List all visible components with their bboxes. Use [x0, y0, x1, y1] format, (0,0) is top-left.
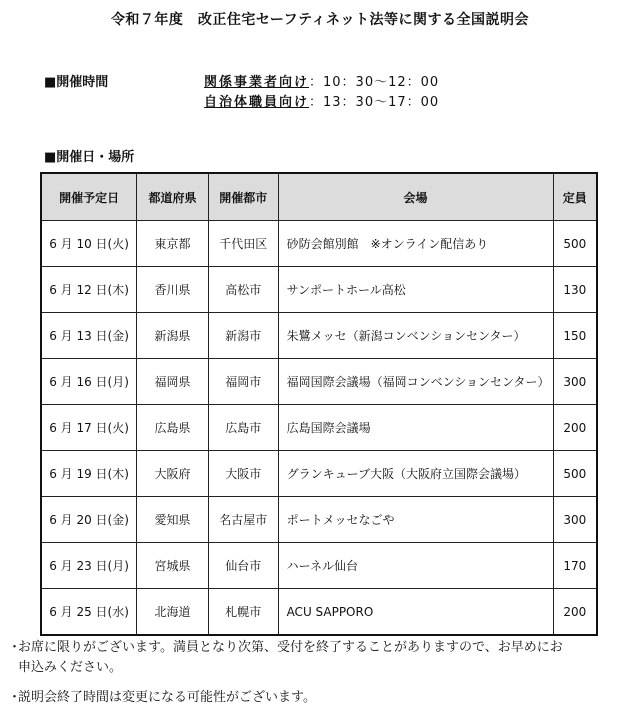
cell-venue: ACU SAPPORO — [278, 589, 553, 636]
cell-prefecture: 新潟県 — [137, 313, 209, 359]
cell-city: 仙台市 — [208, 543, 278, 589]
cell-date: 6 月 13 日(金) — [41, 313, 137, 359]
note-text-line1: お席に限りがございます。満員となり次第、受付を終了することがありますので、お早めにお — [18, 640, 563, 655]
table-row — [41, 359, 597, 405]
cell-city: 新潟市 — [208, 313, 278, 359]
cell-capacity: 500 — [553, 221, 597, 267]
table-row — [41, 497, 597, 543]
cell-date: 6 月 20 日(金) — [41, 497, 137, 543]
time-row-label: 自治体職員向け — [204, 95, 310, 110]
table-row — [41, 313, 597, 359]
table-row — [41, 267, 597, 313]
cell-capacity: 170 — [553, 543, 597, 589]
cell-date: 6 月 10 日(火) — [41, 221, 137, 267]
note-end-time — [8, 688, 608, 708]
cell-prefecture: 宮城県 — [137, 543, 209, 589]
cell-date: 6 月 12 日(木) — [41, 267, 137, 313]
header-city: 開催都市 — [208, 173, 278, 221]
table-row — [41, 589, 597, 636]
header-prefecture: 都道府県 — [137, 173, 209, 221]
table-row — [41, 221, 597, 267]
table-row — [41, 543, 597, 589]
cell-prefecture: 香川県 — [137, 267, 209, 313]
cell-venue: 広島国際会議場 — [278, 405, 553, 451]
cell-date: 6 月 19 日(木) — [41, 451, 137, 497]
time-section-heading: ■開催時間 — [44, 75, 109, 90]
cell-prefecture: 大阪府 — [137, 451, 209, 497]
note-bullet: ・ — [8, 690, 22, 705]
cell-prefecture: 東京都 — [137, 221, 209, 267]
cell-date: 6 月 25 日(水) — [41, 589, 137, 636]
time-row-municipal — [204, 91, 439, 110]
cell-date: 6 月 23 日(月) — [41, 543, 137, 589]
cell-prefecture: 愛知県 — [137, 497, 209, 543]
cell-city: 広島市 — [208, 405, 278, 451]
cell-capacity: 200 — [553, 589, 597, 636]
time-row-label: 関係事業者向け — [204, 75, 310, 90]
table-header-row — [41, 173, 597, 221]
time-row-value: ：13：30～17：00 — [309, 95, 440, 110]
cell-date: 6 月 17 日(火) — [41, 405, 137, 451]
cell-venue: ポートメッセなごや — [278, 497, 553, 543]
note-bullet: ・ — [8, 640, 22, 655]
header-capacity: 定員 — [553, 173, 597, 221]
header-date: 開催予定日 — [41, 173, 137, 221]
cell-venue: グランキューブ大阪（大阪府立国際会議場） — [278, 451, 553, 497]
cell-capacity: 300 — [553, 359, 597, 405]
cell-capacity: 500 — [553, 451, 597, 497]
cell-city: 福岡市 — [208, 359, 278, 405]
cell-venue: 朱鷺メッセ（新潟コンベンションセンター） — [278, 313, 553, 359]
table-row — [41, 405, 597, 451]
table-row — [41, 451, 597, 497]
cell-city: 名古屋市 — [208, 497, 278, 543]
cell-city: 千代田区 — [208, 221, 278, 267]
note-text-line2: 申込みください。 — [18, 660, 123, 675]
cell-venue: ハーネル仙台 — [278, 543, 553, 589]
cell-city: 札幌市 — [208, 589, 278, 636]
cell-city: 大阪市 — [208, 451, 278, 497]
page-title: 令和７年度 改正住宅セーフティネット法等に関する全国説明会 — [110, 12, 530, 28]
cell-capacity: 150 — [553, 313, 597, 359]
cell-prefecture: 広島県 — [137, 405, 209, 451]
cell-prefecture: 北海道 — [137, 589, 209, 636]
header-venue: 会場 — [278, 173, 553, 221]
note-availability — [8, 638, 608, 678]
place-section-heading: ■開催日・場所 — [44, 150, 135, 165]
time-row-value: ：10：30～12：00 — [309, 75, 440, 90]
cell-prefecture: 福岡県 — [137, 359, 209, 405]
schedule-table — [40, 172, 598, 636]
time-row-business — [204, 71, 439, 90]
cell-venue: 砂防会館別館 ※オンライン配信あり — [278, 221, 553, 267]
cell-capacity: 200 — [553, 405, 597, 451]
cell-city: 高松市 — [208, 267, 278, 313]
cell-venue: サンポートホール高松 — [278, 267, 553, 313]
cell-venue: 福岡国際会議場（福岡コンベンションセンター） — [278, 359, 553, 405]
cell-date: 6 月 16 日(月) — [41, 359, 137, 405]
cell-capacity: 130 — [553, 267, 597, 313]
note-text-line1: 説明会終了時間は変更になる可能性がございます。 — [18, 690, 316, 705]
cell-capacity: 300 — [553, 497, 597, 543]
